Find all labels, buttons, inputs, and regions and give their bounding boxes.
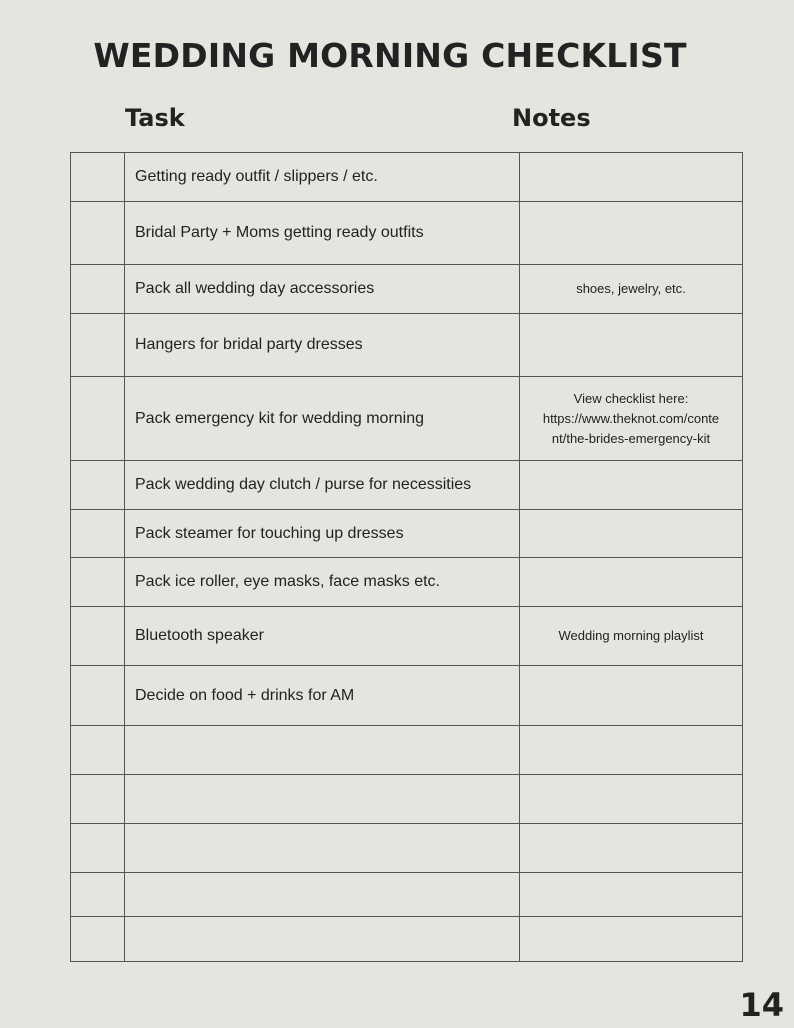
table-row xyxy=(71,775,743,824)
checkbox-cell[interactable] xyxy=(71,607,125,666)
notes-cell[interactable] xyxy=(520,558,743,607)
task-column-header: Task xyxy=(125,104,185,132)
table-row xyxy=(71,824,743,873)
checkbox-cell[interactable] xyxy=(71,873,125,917)
task-cell[interactable]: Bluetooth speaker xyxy=(125,607,520,666)
table-row xyxy=(71,461,743,510)
table-row xyxy=(71,607,743,666)
task-cell[interactable] xyxy=(125,726,520,775)
table-row xyxy=(71,558,743,607)
task-cell[interactable] xyxy=(125,824,520,873)
task-cell[interactable]: Hangers for bridal party dresses xyxy=(125,314,520,377)
checkbox-cell[interactable] xyxy=(71,314,125,377)
table-row xyxy=(71,202,743,265)
checkbox-cell[interactable] xyxy=(71,824,125,873)
notes-cell[interactable] xyxy=(520,775,743,824)
notes-cell[interactable] xyxy=(520,153,743,202)
notes-cell[interactable] xyxy=(520,917,743,962)
checkbox-cell[interactable] xyxy=(71,775,125,824)
notes-cell[interactable] xyxy=(520,726,743,775)
checkbox-cell[interactable] xyxy=(71,461,125,510)
notes-cell[interactable] xyxy=(520,607,743,666)
task-cell[interactable]: Pack steamer for touching up dresses xyxy=(125,510,520,558)
task-cell[interactable]: Pack wedding day clutch / purse for necessities xyxy=(125,461,520,510)
notes-cell[interactable] xyxy=(520,873,743,917)
notes-cell[interactable] xyxy=(520,265,743,314)
checkbox-cell[interactable] xyxy=(71,265,125,314)
notes-cell[interactable] xyxy=(520,461,743,510)
task-cell[interactable] xyxy=(125,917,520,962)
checkbox-cell[interactable] xyxy=(71,558,125,607)
note-text: shoes, jewelry, etc. xyxy=(576,281,686,296)
notes-cell[interactable] xyxy=(520,510,743,558)
table-row xyxy=(71,314,743,377)
checkbox-cell[interactable] xyxy=(71,510,125,558)
notes-column-header: Notes xyxy=(512,104,591,132)
task-cell[interactable] xyxy=(125,873,520,917)
note-link-text[interactable]: nt/the-brides-emergency-kit xyxy=(551,430,711,446)
checkbox-cell[interactable] xyxy=(71,153,125,202)
checklist-table xyxy=(70,152,743,962)
task-cell[interactable]: Decide on food + drinks for AM xyxy=(125,666,520,726)
table-row xyxy=(71,265,743,314)
notes-cell[interactable] xyxy=(520,666,743,726)
checkbox-cell[interactable] xyxy=(71,377,125,461)
note-link-text[interactable]: https://www.theknot.com/conte xyxy=(542,410,720,426)
task-cell[interactable]: Pack emergency kit for wedding morning xyxy=(125,377,520,461)
task-cell[interactable]: Pack all wedding day accessories xyxy=(125,265,520,314)
checkbox-cell[interactable] xyxy=(71,666,125,726)
table-row xyxy=(71,917,743,962)
task-cell[interactable]: Bridal Party + Moms getting ready outfits xyxy=(125,202,520,265)
note-text: View checklist here: xyxy=(573,390,689,406)
task-cell[interactable]: Getting ready outfit / slippers / etc. xyxy=(125,153,520,202)
checkbox-cell[interactable] xyxy=(71,202,125,265)
notes-cell[interactable] xyxy=(520,314,743,377)
note-text: Wedding morning playlist xyxy=(558,628,704,643)
table-row xyxy=(71,666,743,726)
table-row xyxy=(71,873,743,917)
table-row xyxy=(71,153,743,202)
checkbox-cell[interactable] xyxy=(71,726,125,775)
checkbox-cell[interactable] xyxy=(71,917,125,962)
page-number: 14 xyxy=(739,986,784,1024)
notes-cell[interactable] xyxy=(520,824,743,873)
task-cell[interactable]: Pack ice roller, eye masks, face masks etc. xyxy=(125,558,520,607)
task-cell[interactable] xyxy=(125,775,520,824)
notes-cell[interactable] xyxy=(520,202,743,265)
table-row xyxy=(71,726,743,775)
notes-cell[interactable] xyxy=(520,377,743,461)
table-row xyxy=(71,510,743,558)
table-row xyxy=(71,377,743,461)
page-title: WEDDING MORNING CHECKLIST xyxy=(93,36,687,75)
